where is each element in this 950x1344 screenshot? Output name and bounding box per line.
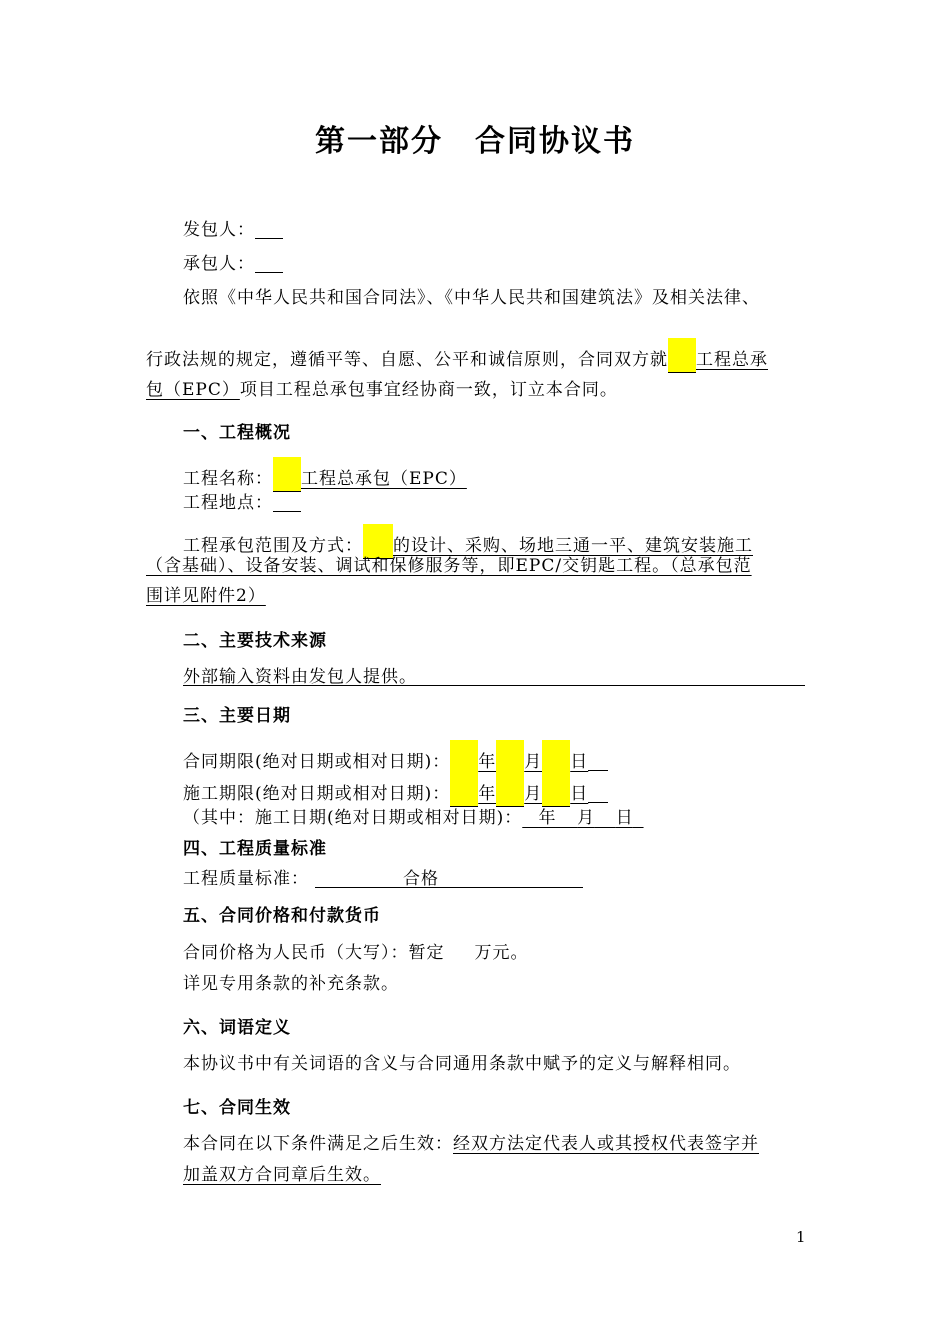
quality-label: 工程质量标准： (183, 869, 309, 889)
project-location-blank[interactable] (273, 491, 301, 512)
contract-month-field[interactable] (496, 740, 524, 775)
construction-period-row (183, 772, 608, 807)
contract-period-tail (588, 750, 608, 771)
scope-row-2: （含基础）、设备安装、调试和保修服务等，即EPC/交钥匙工程。（总承包范 (146, 556, 752, 576)
project-location-label: 工程地点： (183, 493, 273, 513)
quality-value[interactable]: 合格 (403, 869, 439, 889)
project-name-value: 工程总承包（EPC） (301, 469, 467, 489)
quality-row (183, 867, 309, 891)
contract-price-row (183, 941, 529, 965)
section-7-title: 七、合同生效 (183, 1098, 291, 1118)
effectiveness-row-1 (183, 1132, 759, 1156)
employer-label: 发包人： (183, 220, 255, 240)
effectiveness-value-1: 经双方法定代表人或其授权代表签字并 (453, 1134, 759, 1154)
contract-year-field[interactable] (450, 740, 478, 775)
section-2-title: 二、主要技术来源 (183, 631, 327, 651)
construction-period-tail (588, 782, 608, 803)
intro-project-suffix: 工程总承 (696, 350, 768, 370)
price-note: 详见专用条款的补充条款。 (183, 974, 399, 994)
contract-year-unit: 年 (478, 752, 497, 772)
contract-price-label: 合同价格为人民币（大写）：暂定 (183, 943, 445, 963)
scope-row-3: 围详见附件2） (146, 586, 266, 606)
page-number: 1 (796, 1228, 806, 1246)
contract-period-label: 合同期限(绝对日期或相对日期)： (183, 752, 451, 772)
construction-day-unit: 日 (570, 784, 589, 804)
tech-source-underline (183, 685, 805, 686)
construction-period-label: 施工期限(绝对日期或相对日期)： (183, 784, 451, 804)
project-name-field[interactable] (273, 457, 301, 492)
intro-text: 行政法规的规定，遵循平等、自愿、公平和诚信原则，合同双方就 (146, 350, 668, 370)
intro-line-1: 依照《中华人民共和国合同法》、《中华人民共和国建筑法》及相关法律、 (183, 288, 760, 308)
project-location-row (183, 491, 301, 515)
project-name-label: 工程名称： (183, 469, 273, 489)
contractor-label: 承包人： (183, 254, 255, 274)
contractor-row (183, 252, 283, 276)
construction-date-note-row (183, 806, 644, 830)
note-day-unit: 日 (615, 808, 633, 828)
construction-year-unit: 年 (478, 784, 497, 804)
quality-underline (315, 887, 583, 888)
section-3-title: 三、主要日期 (183, 706, 291, 726)
intro-text-end: 项目工程总承包事宜经协商一致，订立本合同。 (239, 380, 618, 400)
construction-date-note-fields[interactable] (522, 808, 643, 828)
employer-blank[interactable] (255, 218, 283, 239)
note-year-unit: 年 (538, 808, 556, 828)
section-5-title: 五、合同价格和付款货币 (183, 906, 381, 926)
construction-day-field[interactable] (542, 772, 570, 807)
effectiveness-label: 本合同在以下条件满足之后生效： (183, 1134, 453, 1154)
effectiveness-value-2: 加盖双方合同章后生效。 (183, 1165, 381, 1185)
section-4-title: 四、工程质量标准 (183, 839, 327, 859)
note-month-unit: 月 (577, 808, 595, 828)
page-title: 第一部分 合同协议书 (315, 124, 635, 159)
construction-month-unit: 月 (524, 784, 543, 804)
section-1-title: 一、工程概况 (183, 423, 291, 443)
contract-period-row (183, 740, 608, 775)
intro-line-3 (146, 378, 618, 402)
construction-month-field[interactable] (496, 772, 524, 807)
contract-price-unit: 万元。 (474, 943, 529, 963)
scope-label: 工程承包范围及方式： (183, 536, 363, 556)
project-name-row (183, 457, 467, 492)
contract-day-unit: 日 (570, 752, 589, 772)
scope-text-1: 的设计、采购、场地三通一平、建筑安装施工 (393, 536, 753, 556)
employer-row (183, 218, 283, 242)
project-name-highlight[interactable] (668, 338, 696, 373)
intro-epc: 包（EPC） (146, 380, 240, 400)
contract-month-unit: 月 (524, 752, 543, 772)
construction-date-note-label: （其中：施工日期(绝对日期或相对日期)： (183, 808, 523, 828)
definitions-text: 本协议书中有关词语的含义与合同通用条款中赋予的定义与解释相同。 (183, 1054, 741, 1074)
contract-day-field[interactable] (542, 740, 570, 775)
tech-source-text: 外部输入资料由发包人提供。 (183, 667, 417, 687)
construction-year-field[interactable] (450, 772, 478, 807)
contractor-blank[interactable] (255, 252, 283, 273)
section-6-title: 六、词语定义 (183, 1018, 291, 1038)
intro-line-2 (146, 338, 768, 373)
